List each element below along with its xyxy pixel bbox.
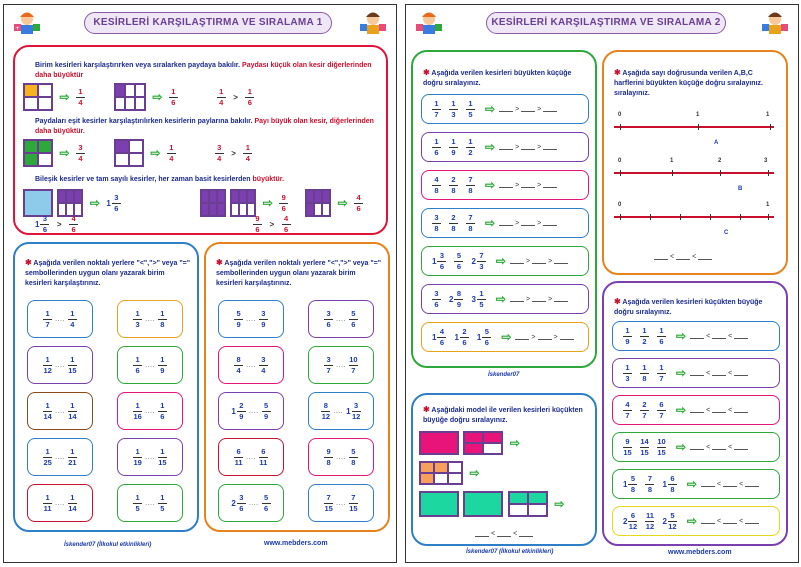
whole-number: 2 — [623, 516, 628, 526]
fraction: $\frac{1}{6}$ — [657, 327, 666, 346]
order-row[interactable]: $\frac{1}{3}$ $\frac{1}{8}$ $\frac{1}{7}$ ⇨ < < — [612, 358, 780, 388]
descending-box — [411, 50, 597, 368]
example-4-result — [253, 215, 291, 234]
fraction: $\frac{1}{9}$ — [449, 138, 458, 157]
tick-label: 1 — [696, 112, 700, 118]
task-text: ✱ Aşağıda verilen noktalı yerlere "<",">" veya "=" sembollerinden uygun olanı yazarak birim kesirleri karşılaştırınız. — [216, 258, 382, 287]
fraction: $\frac{1}{7}$ — [657, 364, 666, 383]
fraction: $\frac{2}{6}$ — [460, 328, 469, 347]
fraction: $\frac{1}{9}$ — [623, 327, 632, 346]
blank-dots[interactable]: .... — [145, 361, 155, 369]
tick-mark — [770, 124, 771, 130]
model-row-1 — [419, 431, 522, 455]
arrow-icon: ⇨ — [469, 466, 480, 480]
blank-dots[interactable]: .... — [55, 361, 65, 369]
fraction: $\frac{7}{8}$ — [466, 176, 475, 195]
fraction: $\frac{6}{7}$ — [657, 401, 666, 420]
order-row[interactable]: 2 $\frac{6}{12}$ $\frac{11}{12}$ 2 $\frac{5}{12}$ ⇨ < < — [612, 506, 780, 536]
fraction: $\frac{2}{9}$ — [237, 402, 246, 421]
tick-mark — [620, 170, 621, 176]
fraction: $\frac{9}{15}$ — [623, 436, 632, 457]
blank-dots[interactable]: .... — [248, 407, 259, 415]
fraction: $\frac{3}{6}$ — [437, 252, 446, 271]
fraction: $\frac{1}{6}$ — [432, 138, 441, 157]
exercise-box-left — [13, 242, 199, 532]
worksheet-page-1 — [3, 4, 397, 563]
rule-1-text: Birim kesirleri karşılaştırırken veya sıralarken paydaya bakılır. Paydası küçük olan kesir diğerlerinden daha büyüktür — [35, 62, 372, 79]
fraction: $\frac{2}{8}$ — [449, 214, 458, 233]
tick-label: 0 — [618, 112, 622, 118]
fraction: $\frac{1}{5}$ — [466, 100, 475, 119]
compare-card[interactable] — [27, 346, 93, 384]
compare-card[interactable] — [117, 484, 183, 522]
fraction: $\frac{3}{4}$ — [215, 144, 224, 163]
blank-dots[interactable]: .... — [55, 315, 65, 323]
kid-mascot-icon — [760, 10, 790, 38]
blank-dots[interactable]: .... — [145, 315, 155, 323]
fraction: $\frac{1}{11}$ — [43, 492, 52, 513]
fraction: $\frac{1}{19}$ — [133, 446, 142, 467]
whole-number: 1 — [454, 332, 459, 342]
footer-author: İskender07 (İlkokul etkinlikleri) — [466, 549, 554, 555]
fraction: $\frac{6}{8}$ — [668, 475, 677, 494]
blank-dots[interactable]: .... — [145, 499, 155, 507]
point-b: B — [738, 186, 743, 192]
arrow-icon: ⇨ — [501, 330, 512, 344]
website-link[interactable]: www.mebders.com — [668, 549, 732, 556]
fraction: $\frac{7}{15}$ — [324, 492, 333, 513]
fraction: $\frac{3}{6}$ — [40, 215, 49, 234]
arrow-icon: ⇨ — [262, 196, 273, 210]
fraction: $\frac{1}{8}$ — [640, 364, 649, 383]
fraction: $\frac{1}{25}$ — [43, 446, 52, 467]
fraction-model-icon — [114, 83, 146, 111]
whole-number: 1 — [35, 220, 40, 229]
whole-model-icon — [23, 189, 53, 217]
fraction: $\frac{3}{4}$ — [259, 356, 268, 375]
model-row-3 — [419, 491, 566, 517]
page-title: KESİRLERİ KARŞILAŞTIRMA VE SIRALAMA 2 — [486, 12, 726, 34]
point-a: A — [714, 140, 719, 146]
fraction: $\frac{5}{8}$ — [349, 448, 358, 467]
fraction: $\frac{1}{2}$ — [640, 327, 649, 346]
fraction: $\frac{4}{7}$ — [623, 401, 632, 420]
whole-number: 2 — [471, 256, 476, 266]
compare-card[interactable] — [218, 392, 284, 430]
svg-text:+: + — [15, 25, 21, 32]
fraction: $\frac{9}{6}$ — [279, 194, 288, 213]
fraction: $\frac{3}{6}$ — [432, 290, 441, 309]
fraction-model-icon — [230, 189, 256, 217]
fraction: $\frac{1}{14}$ — [68, 492, 77, 513]
fraction: $\frac{1}{5}$ — [133, 494, 142, 513]
fraction: $\frac{4}{6}$ — [69, 215, 78, 234]
blank-dots[interactable]: .... — [145, 407, 155, 415]
order-row[interactable]: $\frac{9}{15}$ $\frac{14}{15}$ $\frac{10}{15}$ ⇨ < < — [612, 432, 780, 462]
arrow-icon: ⇨ — [495, 254, 506, 268]
compare-symbol: > — [56, 220, 62, 229]
arrow-icon: ⇨ — [676, 366, 687, 380]
fraction-model-icon — [114, 139, 144, 167]
fraction: $\frac{10}{7}$ — [349, 354, 358, 375]
task-text: ✱ Aşağıda sayı doğrusunda verilen A,B,C harflerini büyükten küçüğe doğru sıralayınız. sıralayınız. — [614, 68, 763, 97]
fraction: $\frac{6}{11}$ — [259, 446, 268, 467]
fraction: $\frac{3}{12}$ — [351, 400, 361, 421]
fraction: $\frac{1}{3}$ — [449, 100, 458, 119]
fraction: $\frac{8}{12}$ — [321, 400, 331, 421]
fraction: $\frac{1}{21}$ — [68, 446, 77, 467]
fraction: $\frac{1}{8}$ — [158, 310, 167, 329]
fraction: $\frac{11}{12}$ — [645, 510, 655, 531]
tick-mark — [620, 124, 621, 130]
arrow-icon: ⇨ — [676, 440, 687, 454]
fraction: $\frac{5}{6}$ — [454, 252, 463, 271]
tick-mark — [672, 170, 673, 176]
order-row[interactable]: 1 $\frac{3}{6}$ $\frac{5}{6}$ 2 $\frac{7}{3}$ ⇨ > > — [421, 246, 589, 276]
compare-symbol: > — [233, 92, 238, 102]
fraction: $\frac{1}{16}$ — [133, 400, 142, 421]
compare-card[interactable] — [218, 300, 284, 338]
whole-number: 1 — [432, 256, 437, 266]
tick-label: 2 — [718, 158, 722, 164]
arrow-icon: ⇨ — [495, 292, 506, 306]
fraction: $\frac{1}{14}$ — [43, 400, 52, 421]
point-c: C — [724, 230, 729, 236]
fraction-model-icon — [419, 461, 463, 485]
fraction: $\frac{1}{6}$ — [158, 402, 167, 421]
whole-number: 1 — [106, 198, 111, 208]
whole-number: 3 — [471, 294, 476, 304]
arrow-icon: ⇨ — [150, 146, 161, 160]
fraction: $\frac{1}{5}$ — [477, 290, 486, 309]
rule-3-text: Bileşik kesirler ve tam sayılı kesirler, her zaman basit kesirlerden büyüktür. — [35, 176, 285, 183]
website-link[interactable]: www.mebders.com — [264, 540, 328, 547]
fraction: $\frac{5}{6}$ — [262, 494, 271, 513]
fraction-model-icon — [305, 189, 331, 217]
compare-card[interactable] — [308, 300, 374, 338]
compare-card[interactable] — [117, 392, 183, 430]
number-line-3 — [614, 216, 774, 218]
fraction: $\frac{3}{6}$ — [237, 494, 246, 513]
arrow-icon: ⇨ — [485, 216, 496, 230]
arrow-icon: ⇨ — [89, 196, 100, 210]
example-2 — [23, 139, 252, 167]
arrow-icon: ⇨ — [485, 140, 496, 154]
arrow-icon: ⇨ — [676, 329, 687, 343]
fraction: $\frac{1}{4}$ — [243, 144, 252, 163]
fraction: $\frac{1}{3}$ — [133, 310, 142, 329]
fraction: $\frac{1}{9}$ — [158, 356, 167, 375]
order-row[interactable]: $\frac{4}{8}$ $\frac{2}{8}$ $\frac{7}{8}$ ⇨ > > — [421, 170, 589, 200]
fraction: $\frac{14}{15}$ — [640, 436, 649, 457]
fraction: $\frac{1}{14}$ — [68, 400, 77, 421]
fraction: $\frac{1}{6}$ — [133, 356, 142, 375]
fraction: $\frac{4}{8}$ — [432, 176, 441, 195]
fraction: $\frac{1}{6}$ — [245, 88, 254, 107]
task-text: ✱ Aşağıda verilen kesirleri küçükten büyüğe doğru sıralayınız. — [614, 297, 763, 316]
fraction: $\frac{5}{9}$ — [262, 402, 271, 421]
fraction: $\frac{2}{7}$ — [640, 401, 649, 420]
compare-card[interactable] — [27, 484, 93, 522]
compare-card[interactable] — [27, 300, 93, 338]
fraction: $\frac{7}{15}$ — [349, 492, 358, 513]
fraction: $\frac{6}{12}$ — [628, 510, 638, 531]
blank-dots[interactable]: .... — [333, 407, 344, 415]
arrow-icon: ⇨ — [59, 146, 70, 160]
fraction: $\frac{3}{8}$ — [432, 214, 441, 233]
blank-dots[interactable]: .... — [336, 499, 346, 507]
example-3-result — [35, 215, 78, 234]
compare-symbol: > — [231, 148, 236, 158]
arrow-icon: ⇨ — [509, 436, 520, 450]
fraction: $\frac{1}{7}$ — [432, 100, 441, 119]
tick-mark — [768, 214, 769, 220]
fraction-model-icon — [200, 189, 226, 217]
footer-author: İskender07 — [488, 372, 520, 378]
fraction: $\frac{2}{8}$ — [449, 176, 458, 195]
arrow-icon: ⇨ — [676, 403, 687, 417]
tick-mark — [698, 124, 699, 130]
answer-line[interactable]: < < — [652, 248, 714, 266]
fraction: $\frac{10}{15}$ — [657, 436, 666, 457]
number-line-2 — [614, 172, 774, 174]
fraction: $\frac{4}{6}$ — [437, 328, 446, 347]
fraction-model-icon — [463, 431, 503, 455]
fraction: $\frac{3}{7}$ — [324, 356, 333, 375]
arrow-icon: ⇨ — [686, 477, 697, 491]
fraction: $\frac{1}{7}$ — [43, 310, 52, 329]
fraction: $\frac{8}{9}$ — [454, 290, 463, 309]
compare-card[interactable] — [27, 438, 93, 476]
fraction: $\frac{1}{12}$ — [43, 354, 52, 375]
compare-card[interactable] — [218, 346, 284, 384]
fraction: $\frac{1}{15}$ — [68, 354, 77, 375]
task-text: ✱ Aşağıdaki model ile verilen kesirleri küçükten büyüğe doğru sıralayınız. — [423, 405, 583, 424]
fraction-model-icon — [57, 189, 83, 217]
blank-dots[interactable]: .... — [55, 453, 65, 461]
ascending-box — [602, 281, 788, 546]
fraction: $\frac{1}{4}$ — [167, 144, 176, 163]
fraction: $\frac{7}{3}$ — [477, 252, 486, 271]
fraction: $\frac{5}{12}$ — [668, 510, 677, 531]
tick-mark — [620, 214, 621, 220]
blank-dots[interactable]: .... — [246, 453, 256, 461]
fraction: $\frac{3}{4}$ — [76, 144, 85, 163]
fraction: $\frac{4}{6}$ — [282, 215, 291, 234]
compare-card[interactable] — [308, 346, 374, 384]
compare-symbol: > — [269, 220, 275, 229]
compare-card[interactable] — [218, 484, 284, 522]
fraction: $\frac{6}{11}$ — [234, 446, 243, 467]
compare-card[interactable] — [308, 392, 374, 430]
compare-card[interactable] — [27, 392, 93, 430]
fraction: $\frac{5}{9}$ — [234, 310, 243, 329]
kid-mascot-icon — [12, 10, 42, 38]
fraction-model-icon — [508, 491, 548, 517]
arrow-icon: ⇨ — [554, 497, 565, 511]
arrow-icon: ⇨ — [152, 90, 163, 104]
task-text: ✱ Aşağıda verilen kesirleri büyükten küçüğe doğru sıralayınız. — [423, 68, 572, 87]
fraction: $\frac{1}{5}$ — [158, 494, 167, 513]
order-row[interactable]: $\frac{4}{7}$ $\frac{2}{7}$ $\frac{6}{7}$ ⇨ < < — [612, 395, 780, 425]
whole-number: 2 — [449, 294, 454, 304]
fraction: $\frac{1}{3}$ — [623, 364, 632, 383]
tick-label: 3 — [764, 158, 768, 164]
order-row[interactable]: $\frac{3}{8}$ $\frac{2}{8}$ $\frac{7}{8}$ ⇨ > > — [421, 208, 589, 238]
tick-mark — [720, 170, 721, 176]
tick-label: 0 — [618, 202, 622, 208]
fraction: $\frac{5}{6}$ — [482, 328, 491, 347]
compare-card[interactable] — [308, 484, 374, 522]
footer-author: İskender07 (İlkokul etkinlikleri) — [64, 542, 152, 548]
blank-dots[interactable]: .... — [336, 315, 346, 323]
order-row[interactable]: 1 $\frac{4}{6}$ 1 $\frac{2}{6}$ 1 $\frac{5}{6}$ ⇨ > > — [421, 322, 589, 352]
fraction: $\frac{7}{8}$ — [645, 475, 654, 494]
arrow-icon: ⇨ — [59, 90, 70, 104]
whole-number: 1 — [432, 332, 437, 342]
fraction: $\frac{3}{9}$ — [259, 310, 268, 329]
tick-mark — [650, 214, 651, 220]
kid-mascot-icon — [358, 10, 388, 38]
compare-card[interactable] — [308, 438, 374, 476]
order-row[interactable]: 1 $\frac{5}{8}$ $\frac{7}{8}$ 1 $\frac{6}{8}$ ⇨ < < — [612, 469, 780, 499]
order-row[interactable]: $\frac{1}{7}$ $\frac{1}{3}$ $\frac{1}{5}$ ⇨ > > — [421, 94, 589, 124]
fraction-model-icon — [419, 491, 459, 517]
tick-mark — [710, 214, 711, 220]
whole-number: 2 — [231, 498, 236, 508]
fraction: $\frac{3}{6}$ — [112, 194, 121, 213]
fraction: $\frac{1}{6}$ — [169, 88, 178, 107]
exercise-box-right — [204, 242, 390, 532]
fraction: $\frac{8}{4}$ — [234, 356, 243, 375]
whole-number: 2 — [662, 516, 667, 526]
order-row[interactable]: $\frac{3}{6}$ 2 $\frac{8}{9}$ 3 $\frac{1}{5}$ ⇨ > > — [421, 284, 589, 314]
fraction: $\frac{3}{6}$ — [324, 310, 333, 329]
tick-label: 1 — [766, 112, 770, 118]
page-title: KESİRLERİ KARŞILAŞTIRMA VE SIRALAMA 1 — [84, 12, 332, 34]
tick-label: 1 — [670, 158, 674, 164]
order-row[interactable]: $\frac{1}{6}$ $\frac{1}{9}$ $\frac{1}{2}$ ⇨ > > — [421, 132, 589, 162]
fraction: $\frac{9}{6}$ — [253, 215, 262, 234]
fraction: $\frac{4}{6}$ — [354, 194, 363, 213]
example-1 — [23, 83, 254, 111]
model-box — [411, 393, 597, 546]
model-row-2 — [419, 461, 482, 485]
fraction: $\frac{1}{4}$ — [68, 310, 77, 329]
fraction-model-icon — [463, 491, 503, 517]
blank-dots[interactable]: .... — [55, 407, 65, 415]
fraction: $\frac{1}{2}$ — [466, 138, 475, 157]
order-row[interactable]: $\frac{1}{9}$ $\frac{1}{2}$ $\frac{1}{6}$ ⇨ < < — [612, 321, 780, 351]
blank-dots[interactable]: .... — [145, 453, 155, 461]
tick-mark — [768, 170, 769, 176]
task-text: ✱ Aşağıda verilen noktalı yerlere "<",">" veya "=" sembollerinden uygun olanı yazarak birim kesirleri karşılaştırınız. — [25, 258, 191, 287]
arrow-icon: ⇨ — [485, 102, 496, 116]
arrow-icon: ⇨ — [337, 196, 348, 210]
worksheet-page-2 — [405, 4, 799, 563]
kid-mascot-icon — [414, 10, 444, 38]
whole-number: 1 — [623, 479, 628, 489]
blank-dots[interactable]: .... — [246, 315, 256, 323]
compare-card[interactable] — [117, 300, 183, 338]
tick-mark — [680, 214, 681, 220]
whole-number: 1 — [662, 479, 667, 489]
compare-card[interactable] — [117, 346, 183, 384]
blank-dots[interactable]: .... — [336, 453, 346, 461]
fraction: $\frac{5}{6}$ — [349, 310, 358, 329]
fraction-model-icon — [23, 139, 53, 167]
whole-number: 1 — [476, 332, 482, 342]
rules-box — [13, 45, 388, 235]
number-line-1 — [614, 126, 774, 128]
blank-dots[interactable]: .... — [248, 499, 259, 507]
fraction: $\frac{5}{8}$ — [628, 475, 637, 494]
whole-number: 1 — [231, 406, 236, 416]
fraction-model-icon — [23, 83, 53, 111]
example-3 — [23, 189, 363, 217]
blank-dots[interactable]: .... — [246, 361, 256, 369]
compare-card[interactable] — [218, 438, 284, 476]
number-line-box — [602, 50, 788, 275]
compare-card[interactable] — [117, 438, 183, 476]
fraction: $\frac{7}{8}$ — [466, 214, 475, 233]
fraction: $\frac{1}{4}$ — [217, 88, 226, 107]
fraction: $\frac{9}{8}$ — [324, 448, 333, 467]
tick-mark — [740, 214, 741, 220]
whole-number: 1 — [346, 406, 351, 416]
tick-label: 0 — [618, 158, 622, 164]
tick-label: 1 — [766, 202, 770, 208]
arrow-icon: ⇨ — [485, 178, 496, 192]
fraction: $\frac{1}{4}$ — [76, 88, 85, 107]
answer-line[interactable]: < < — [473, 525, 535, 543]
blank-dots[interactable]: .... — [55, 499, 65, 507]
rule-2-text: Paydaları eşit kesirler karşılaştırılırken kesirlerin paylarına bakılır. Payı büyük olan kesir, diğerlerinden daha büyüktür. — [35, 118, 374, 135]
arrow-icon: ⇨ — [686, 514, 697, 528]
fraction-model-icon — [419, 431, 459, 455]
blank-dots[interactable]: .... — [336, 361, 346, 369]
fraction: $\frac{1}{15}$ — [158, 446, 167, 467]
